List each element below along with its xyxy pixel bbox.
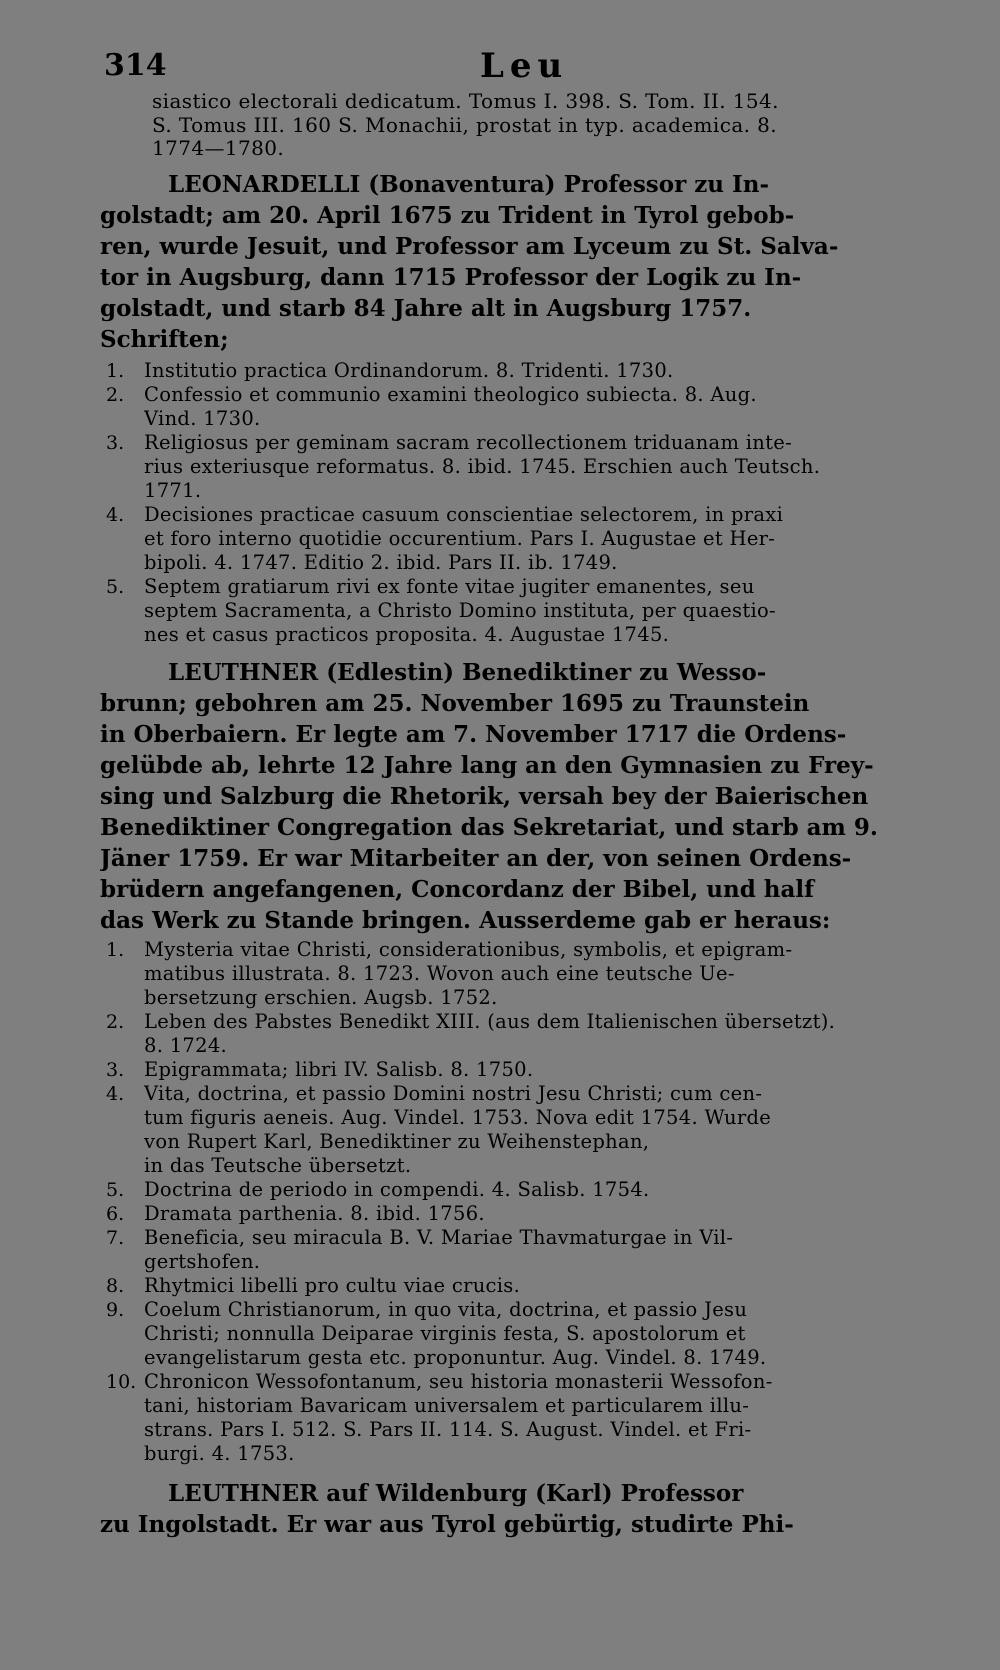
work-line: 1771. <box>144 479 202 503</box>
work-line: Vita, doctrina, et passio Domini nostri Jesu Christi; cum cen- <box>144 1082 763 1106</box>
work-line: Mysteria vitae Christi, considerationibus, symbolis, et epigram- <box>144 938 793 962</box>
work-line: Institutio practica Ordinandorum. 8. Tridenti. 1730. <box>144 359 674 383</box>
heading-line: golstadt, und starb 84 Jahre alt in Augsburg 1757. <box>100 295 752 323</box>
work-line: 8. 1724. <box>144 1034 228 1058</box>
work-line: von Rupert Karl, Benediktiner zu Weihenstephan, <box>144 1130 650 1154</box>
heading-line: Schriften; <box>100 326 229 354</box>
work-number: 9. <box>106 1299 125 1322</box>
work-number: 3. <box>106 1059 125 1082</box>
entry-heading-leuthner-wildenburg <box>100 1478 908 1540</box>
work-number: 2. <box>106 384 125 407</box>
work-number: 1. <box>106 939 125 962</box>
heading-line: gelübde ab, lehrte 12 Jahre lang an den Gymnasien zu Frey- <box>100 752 874 780</box>
work-item <box>100 1010 908 1058</box>
work-line: strans. Pars I. 512. S. Pars II. 114. S. August. Vindel. et Fri- <box>144 1418 752 1442</box>
work-number: 4. <box>106 504 125 527</box>
work-line: Christi; nonnulla Deiparae virginis festa, S. apostolorum et <box>144 1322 746 1346</box>
work-line: Leben des Pabstes Benedikt XIII. (aus dem Italienischen übersetzt). <box>144 1010 836 1034</box>
work-item <box>100 1178 908 1202</box>
work-line: tum figuris aeneis. Aug. Vindel. 1753. Nova edit 1754. Wurde <box>144 1106 772 1130</box>
work-line: tani, historiam Bavaricam universalem et particularem illu- <box>144 1394 750 1418</box>
continuation-text <box>100 90 908 161</box>
heading-line: golstadt; am 20. April 1675 zu Trident in Tyrol gebob- <box>100 202 795 230</box>
text-line: S. Tomus III. 160 S. Monachii, prostat in typ. academica. 8. <box>152 113 778 137</box>
work-number: 4. <box>106 1083 125 1106</box>
work-line: Decisiones practicae casuum conscientiae selectorem, in praxi <box>144 503 784 527</box>
heading-line: in Oberbaiern. Er legte am 7. November 1717 die Ordens- <box>100 721 847 749</box>
work-number: 6. <box>106 1203 125 1226</box>
work-line: Rhytmici libelli pro cultu viae crucis. <box>144 1274 521 1298</box>
text-line: siastico electorali dedicatum. Tomus I. 398. S. Tom. II. 154. <box>152 90 779 113</box>
works-list-leuthner <box>100 938 908 1466</box>
work-item <box>100 359 908 383</box>
work-line: in das Teutsche übersetzt. <box>144 1154 412 1178</box>
entry-heading-leonardelli <box>100 169 908 355</box>
running-head: Leu <box>480 46 569 86</box>
heading-line: brüdern angefangenen, Concordanz der Bibel, und half <box>100 876 815 904</box>
work-line: rius exteriusque reformatus. 8. ibid. 1745. Erschien auch Teutsch. <box>144 455 821 479</box>
work-line: bipoli. 4. 1747. Editio 2. ibid. Pars II. ib. 1749. <box>144 551 618 575</box>
heading-line: zu Ingolstadt. Er war aus Tyrol gebürtig, studirte Phi- <box>100 1511 794 1539</box>
work-item <box>100 383 908 431</box>
work-line: evangelistarum gesta etc. proponuntur. Aug. Vindel. 8. 1749. <box>144 1346 767 1370</box>
work-line: septem Sacramenta, a Christo Domino instituta, per quaestio- <box>144 599 776 623</box>
work-line: burgi. 4. 1753. <box>144 1442 295 1466</box>
work-line: nes et casus practicos proposita. 4. Augustae 1745. <box>144 623 670 647</box>
heading-line: das Werk zu Stande bringen. Ausserdeme gab er heraus: <box>100 907 831 935</box>
work-line: gertshofen. <box>144 1250 261 1274</box>
work-item <box>100 1058 908 1082</box>
work-item <box>100 1274 908 1298</box>
work-line: Confessio et communio examini theologico subiecta. 8. Aug. <box>144 383 757 407</box>
work-line: Religiosus per geminam sacram recollectionem triduanam inte- <box>144 431 793 455</box>
work-line: Epigrammata; libri IV. Salisb. 8. 1750. <box>144 1058 534 1082</box>
work-number: 5. <box>106 576 125 599</box>
heading-line: sing und Salzburg die Rhetorik, versah bey der Baierischen <box>100 783 869 811</box>
work-number: 1. <box>106 360 125 383</box>
work-item <box>100 503 908 575</box>
entry-heading-leuthner-edlestin <box>100 657 908 936</box>
heading-line: tor in Augsburg, dann 1715 Professor der Logik zu In- <box>100 264 802 292</box>
work-item <box>100 575 908 647</box>
heading-line: LEONARDELLI (Bonaventura) Professor zu In- <box>168 171 770 199</box>
work-line: bersetzung erschien. Augsb. 1752. <box>144 986 498 1010</box>
work-number: 8. <box>106 1275 125 1298</box>
work-number: 10. <box>106 1371 137 1394</box>
heading-line: ren, wurde Jesuit, und Professor am Lyceum zu St. Salva- <box>100 233 839 261</box>
work-item <box>100 1202 908 1226</box>
work-line: matibus illustrata. 8. 1723. Wovon auch eine teutsche Ue- <box>144 962 735 986</box>
heading-line: LEUTHNER auf Wildenburg (Karl) Professor <box>168 1480 744 1508</box>
work-line: Septem gratiarum rivi ex fonte vitae jugiter emanentes, seu <box>144 575 755 599</box>
page-header <box>100 48 908 90</box>
heading-line: LEUTHNER (Edlestin) Benediktiner zu Wesso- <box>168 659 767 687</box>
work-number: 2. <box>106 1011 125 1034</box>
work-number: 7. <box>106 1227 125 1250</box>
work-number: 3. <box>106 432 125 455</box>
work-line: Doctrina de periodo in compendi. 4. Salisb. 1754. <box>144 1178 650 1202</box>
work-item <box>100 1082 908 1178</box>
work-item <box>100 1370 908 1466</box>
heading-line: Benediktiner Congregation das Sekretariat, und starb am 9. <box>100 814 878 842</box>
work-line: Vind. 1730. <box>144 407 261 431</box>
work-item <box>100 431 908 503</box>
work-item <box>100 938 908 1010</box>
page-number: 314 <box>104 48 167 83</box>
heading-line: Jäner 1759. Er war Mitarbeiter an der, von seinen Ordens- <box>100 845 852 873</box>
works-list-leonardelli <box>100 359 908 647</box>
work-number: 5. <box>106 1179 125 1202</box>
work-item <box>100 1226 908 1274</box>
work-line: Chronicon Wessofontanum, seu historia monasterii Wessofon- <box>144 1370 773 1394</box>
work-line: Coelum Christianorum, in quo vita, doctrina, et passio Jesu <box>144 1298 748 1322</box>
work-line: Dramata parthenia. 8. ibid. 1756. <box>144 1202 485 1226</box>
work-item <box>100 1298 908 1370</box>
work-line: Beneficia, seu miracula B. V. Mariae Thavmaturgae in Vil- <box>144 1226 734 1250</box>
text-line: 1774—1780. <box>152 137 285 161</box>
work-line: et foro interno quotidie occurentium. Pars I. Augustae et Her- <box>144 527 776 551</box>
heading-line: brunn; gebohren am 25. November 1695 zu Traunstein <box>100 690 810 718</box>
